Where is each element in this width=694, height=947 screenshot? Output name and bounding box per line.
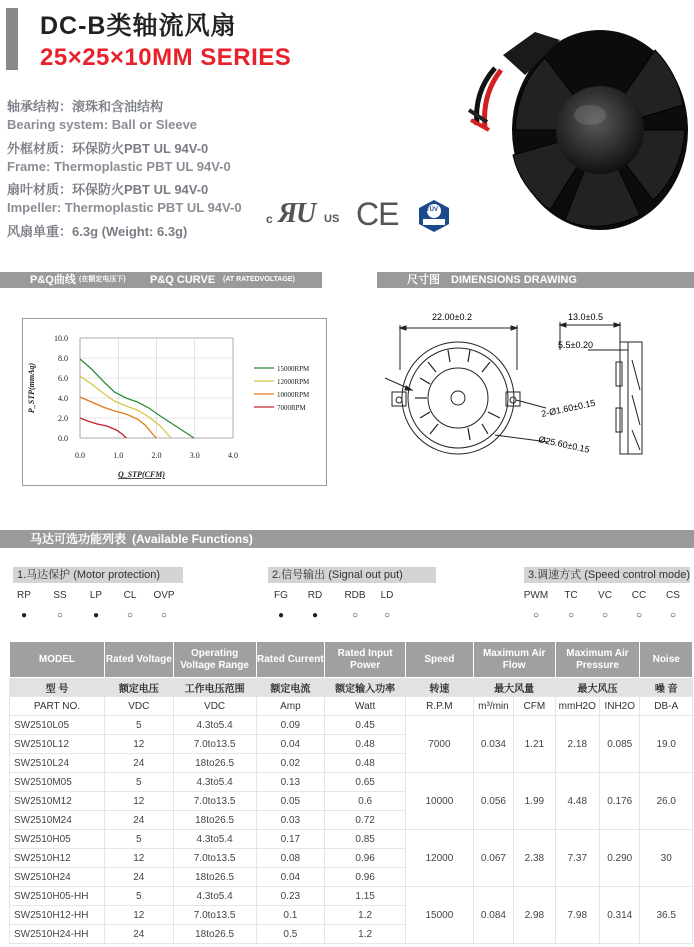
- cell-rated-voltage: 12: [104, 735, 173, 754]
- cell-pressure-inh: 0.290: [600, 830, 640, 887]
- dim-banner-cn: 尺寸图: [407, 274, 440, 286]
- ul-c-mark: c: [266, 212, 273, 226]
- tuv-label: TÜV: [426, 207, 438, 213]
- cell-rated-voltage: 24: [104, 754, 173, 773]
- spec-weight: 风扇单重：6.3g (Weight: 6.3g): [7, 224, 188, 239]
- cn-model: 型 号: [10, 678, 105, 697]
- cell-rated-current: 0.09: [256, 716, 325, 735]
- col-rated-power: Rated Input Power: [325, 642, 406, 678]
- cn-rated-voltage: 额定电压: [104, 678, 173, 697]
- dim-banner-en: DIMENSIONS DRAWING: [451, 274, 577, 286]
- spec-bearing-en: Bearing system: Ball or Sleeve: [7, 117, 198, 132]
- option-ss-mark: ○: [56, 610, 64, 621]
- option-cs-mark: ○: [669, 610, 677, 621]
- functions-banner-en: (Available Functions): [132, 532, 253, 546]
- y-tick-label: 4.0: [58, 394, 68, 403]
- cell-pressure-inh: 0.314: [600, 887, 640, 944]
- cell-rated-power: 0.72: [325, 811, 406, 830]
- option-cl: CL: [123, 590, 137, 601]
- cell-operating-voltage: 18to26.5: [173, 811, 256, 830]
- cell-rated-voltage: 24: [104, 925, 173, 944]
- option-vc: VC: [598, 590, 612, 601]
- dim-width-label: 22.00±0.2: [432, 312, 472, 322]
- cell-pressure-mm: 4.48: [555, 773, 599, 830]
- spec-frame-en: Frame: Thermoplastic PBT UL 94V-0: [7, 159, 231, 174]
- spec-frame-cn: 外框材质：环保防火PBT UL 94V-0: [7, 141, 209, 156]
- pq-banner-cn: P&Q曲线: [30, 274, 76, 286]
- cn-max-pressure: 最大风压: [555, 678, 640, 697]
- cell-rated-power: 0.96: [325, 849, 406, 868]
- fan-product-image: [465, 10, 690, 255]
- cell-operating-voltage: 7.0to13.5: [173, 906, 256, 925]
- cell-rated-voltage: 12: [104, 792, 173, 811]
- x-tick-label: 2.0: [151, 451, 162, 460]
- table-units-row: [10, 697, 693, 716]
- cell-rated-current: 0.04: [256, 868, 325, 887]
- ce-mark: CE: [356, 196, 399, 232]
- spec-bearing-cn: 轴承结构：滚珠和含油结构: [7, 99, 164, 114]
- x-tick-label: 3.0: [189, 451, 200, 460]
- x-tick-label: 4.0: [228, 451, 238, 460]
- cell-model: SW2510H24-HH: [10, 925, 105, 944]
- pq-curve-banner: [0, 272, 322, 288]
- cell-speed: 15000: [406, 887, 474, 944]
- cell-pressure-inh: 0.085: [600, 716, 640, 773]
- cn-operating-voltage: 工作电压范围: [173, 678, 256, 697]
- functions-banner: [0, 530, 694, 548]
- cell-operating-voltage: 4.3to5.4: [173, 830, 256, 849]
- table-cn-header-row: [10, 678, 693, 697]
- cell-pressure-mm: 2.18: [555, 716, 599, 773]
- cell-speed: 10000: [406, 773, 474, 830]
- x-axis-label: Q_STP(CFM): [117, 470, 166, 479]
- cn-rated-current: 额定电流: [256, 678, 325, 697]
- cell-rated-voltage: 5: [104, 830, 173, 849]
- cell-model: SW2510L12: [10, 735, 105, 754]
- option-cs: CS: [666, 590, 680, 601]
- x-tick-label: 1.0: [113, 451, 124, 460]
- option-rdb: RDB: [344, 590, 366, 601]
- cell-pressure-mm: 7.37: [555, 830, 599, 887]
- col-max-airflow: Maximum Air Flow: [473, 642, 555, 678]
- series-title: 25×25×10MM SERIES: [40, 44, 292, 71]
- cell-operating-voltage: 18to26.5: [173, 925, 256, 944]
- table-body: [10, 716, 693, 944]
- cell-airflow-cfm: 2.38: [514, 830, 555, 887]
- cell-rated-voltage: 5: [104, 773, 173, 792]
- legend-label: 12000RPM: [277, 378, 310, 386]
- cell-rated-current: 0.23: [256, 887, 325, 906]
- cell-operating-voltage: 7.0to13.5: [173, 792, 256, 811]
- cell-operating-voltage: 7.0to13.5: [173, 735, 256, 754]
- unit-model: PART NO.: [10, 697, 105, 716]
- ul-us-mark: US: [324, 213, 340, 225]
- col-operating-voltage: Operating Voltage Range: [173, 642, 256, 678]
- option-ss: SS: [53, 590, 67, 601]
- cn-max-airflow: 最大风量: [473, 678, 555, 697]
- option-rd-mark: ●: [311, 610, 319, 621]
- y-tick-label: 10.0: [54, 334, 68, 343]
- tuv-logo: [417, 199, 451, 233]
- cell-model: SW2510H12: [10, 849, 105, 868]
- cell-operating-voltage: 4.3to5.4: [173, 773, 256, 792]
- option-fg: FG: [274, 590, 288, 601]
- cell-model: SW2510H24: [10, 868, 105, 887]
- option-cc-mark: ○: [635, 610, 643, 621]
- cell-rated-power: 1.2: [325, 925, 406, 944]
- y-axis-label: P_STP(mmAq): [27, 362, 36, 414]
- option-ld: LD: [380, 590, 394, 601]
- product-title: DC-B类轴流风扇: [40, 12, 237, 40]
- table-row: [10, 716, 693, 735]
- dim-circle-label: Ø25.60±0.15: [537, 434, 591, 455]
- series-line-7000RPM: [80, 418, 126, 438]
- cell-rated-power: 0.85: [325, 830, 406, 849]
- y-tick-label: 2.0: [58, 414, 68, 423]
- unit-speed: R.P.M: [406, 697, 474, 716]
- option-fg-mark: ●: [277, 610, 285, 621]
- cell-rated-voltage: 12: [104, 906, 173, 925]
- cell-rated-power: 1.15: [325, 887, 406, 906]
- option-tc: TC: [564, 590, 578, 601]
- cell-operating-voltage: 18to26.5: [173, 754, 256, 773]
- option-ld-mark: ○: [383, 610, 391, 621]
- cell-rated-voltage: 24: [104, 811, 173, 830]
- unit-operating-voltage: VDC: [173, 697, 256, 716]
- unit-noise: DB-A: [640, 697, 693, 716]
- cell-operating-voltage: 4.3to5.4: [173, 716, 256, 735]
- cell-model: SW2510H05-HH: [10, 887, 105, 906]
- signal-output-header: 2.信号输出 (Signal out put): [268, 567, 436, 583]
- dimensions-drawing: [370, 300, 694, 490]
- cell-airflow-cfm: 2.98: [514, 887, 555, 944]
- cell-airflow-m3: 0.084: [473, 887, 513, 944]
- unit-pressure-mm: mmH2O: [555, 697, 599, 716]
- option-pwm-mark: ○: [532, 610, 540, 621]
- col-speed: Speed: [406, 642, 474, 678]
- cell-operating-voltage: 7.0to13.5: [173, 849, 256, 868]
- cell-model: SW2510L05: [10, 716, 105, 735]
- unit-rated-power: Watt: [325, 697, 406, 716]
- cell-operating-voltage: 4.3to5.4: [173, 887, 256, 906]
- cell-rated-power: 0.96: [325, 868, 406, 887]
- cell-rated-current: 0.5: [256, 925, 325, 944]
- cell-model: SW2510M12: [10, 792, 105, 811]
- dim-holes-label: 2-Ø1.60±0.15: [540, 397, 597, 419]
- cell-pressure-inh: 0.176: [600, 773, 640, 830]
- table-row: [10, 830, 693, 849]
- col-rated-voltage: Rated Voltage: [104, 642, 173, 678]
- table-row: [10, 887, 693, 906]
- option-rdb-mark: ○: [351, 610, 359, 621]
- cell-airflow-m3: 0.056: [473, 773, 513, 830]
- motor-protection-header: 1.马达保护 (Motor protection): [13, 567, 183, 583]
- cell-rated-current: 0.03: [256, 811, 325, 830]
- cell-rated-voltage: 12: [104, 849, 173, 868]
- cell-speed: 7000: [406, 716, 474, 773]
- option-rp-mark: ●: [20, 610, 28, 621]
- spec-table: [9, 641, 693, 944]
- cell-noise: 30: [640, 830, 693, 887]
- option-pwm: PWM: [523, 590, 549, 601]
- option-tc-mark: ○: [567, 610, 575, 621]
- dim-depth-label: 13.0±0.5: [568, 312, 603, 322]
- title-accent-bar: [6, 8, 18, 70]
- cell-rated-current: 0.13: [256, 773, 325, 792]
- option-ovp: OVP: [153, 590, 175, 601]
- unit-airflow-cfm: CFM: [514, 697, 555, 716]
- col-noise: Noise: [640, 642, 693, 678]
- cn-noise: 噪 音: [640, 678, 693, 697]
- cell-model: SW2510L24: [10, 754, 105, 773]
- cell-noise: 19.0: [640, 716, 693, 773]
- unit-pressure-inh: INH2O: [600, 697, 640, 716]
- dimensions-banner: [377, 272, 694, 288]
- cell-noise: 26.0: [640, 773, 693, 830]
- x-tick-label: 0.0: [75, 451, 85, 460]
- pq-banner-en-small: (AT RATEDVOLTAGE): [223, 276, 295, 283]
- pq-chart: [22, 318, 325, 484]
- table-row: [10, 773, 693, 792]
- col-model: MODEL: [10, 642, 105, 678]
- cell-airflow-m3: 0.034: [473, 716, 513, 773]
- option-lp: LP: [89, 590, 103, 601]
- cell-rated-current: 0.02: [256, 754, 325, 773]
- option-lp-mark: ●: [92, 610, 100, 621]
- spec-impeller-en: Impeller: Thermoplastic PBT UL 94V-0: [7, 200, 242, 215]
- cell-pressure-mm: 7.98: [555, 887, 599, 944]
- table-header-row: [10, 642, 693, 678]
- cell-rated-voltage: 5: [104, 887, 173, 906]
- cell-airflow-cfm: 1.21: [514, 716, 555, 773]
- option-ovp-mark: ○: [160, 610, 168, 621]
- pq-banner-en: P&Q CURVE: [150, 274, 216, 286]
- y-tick-label: 8.0: [58, 354, 68, 363]
- option-cl-mark: ○: [126, 610, 134, 621]
- cell-rated-voltage: 24: [104, 868, 173, 887]
- cell-rated-power: 0.45: [325, 716, 406, 735]
- unit-rated-current: Amp: [256, 697, 325, 716]
- cell-rated-current: 0.1: [256, 906, 325, 925]
- y-tick-label: 6.0: [58, 374, 68, 383]
- option-vc-mark: ○: [601, 610, 609, 621]
- cell-rated-current: 0.17: [256, 830, 325, 849]
- series-line-12000RPM: [80, 376, 171, 438]
- option-cc: CC: [631, 590, 647, 601]
- cell-rated-voltage: 5: [104, 716, 173, 735]
- cell-rated-power: 0.6: [325, 792, 406, 811]
- ul-logo: [266, 196, 346, 230]
- unit-airflow-m3: m³/min: [473, 697, 513, 716]
- option-rp: RP: [17, 590, 31, 601]
- functions-banner-cn: 马达可选功能列表: [30, 532, 127, 546]
- dim-hub-label: 5.5±0.20: [558, 340, 593, 350]
- speed-control-header: 3.调速方式 (Speed control mode): [524, 567, 690, 583]
- cell-model: SW2510H05: [10, 830, 105, 849]
- ul-recognized-icon: [274, 196, 324, 228]
- cell-rated-current: 0.05: [256, 792, 325, 811]
- tuv-hexagon-icon: [417, 199, 451, 233]
- y-tick-label: 0.0: [58, 434, 68, 443]
- legend-label: 7000RPM: [277, 404, 306, 412]
- cell-noise: 36.5: [640, 887, 693, 944]
- svg-text:U: U: [296, 198, 317, 228]
- series-line-15000RPM: [80, 359, 194, 438]
- svg-text:Я: Я: [278, 198, 298, 228]
- pq-banner-cn-small: (在额定电压下): [79, 276, 126, 283]
- cell-rated-power: 0.65: [325, 773, 406, 792]
- cell-rated-current: 0.04: [256, 735, 325, 754]
- legend-label: 15000RPM: [277, 365, 310, 373]
- cell-model: SW2510M24: [10, 811, 105, 830]
- unit-rated-voltage: VDC: [104, 697, 173, 716]
- col-max-pressure: Maximum Air Pressure: [555, 642, 640, 678]
- spec-impeller-cn: 扇叶材质：环保防火PBT UL 94V-0: [7, 182, 209, 197]
- cell-speed: 12000: [406, 830, 474, 887]
- cell-rated-current: 0.08: [256, 849, 325, 868]
- option-rd: RD: [307, 590, 323, 601]
- cell-rated-power: 1.2: [325, 906, 406, 925]
- cell-airflow-cfm: 1.99: [514, 773, 555, 830]
- cn-speed: 转速: [406, 678, 474, 697]
- cell-airflow-m3: 0.067: [473, 830, 513, 887]
- cell-operating-voltage: 18to26.5: [173, 868, 256, 887]
- col-rated-current: Rated Current: [256, 642, 325, 678]
- cn-rated-power: 额定输入功率: [325, 678, 406, 697]
- cell-rated-power: 0.48: [325, 754, 406, 773]
- cell-model: SW2510H12-HH: [10, 906, 105, 925]
- cell-rated-power: 0.48: [325, 735, 406, 754]
- cell-model: SW2510M05: [10, 773, 105, 792]
- legend-label: 10000RPM: [277, 391, 310, 399]
